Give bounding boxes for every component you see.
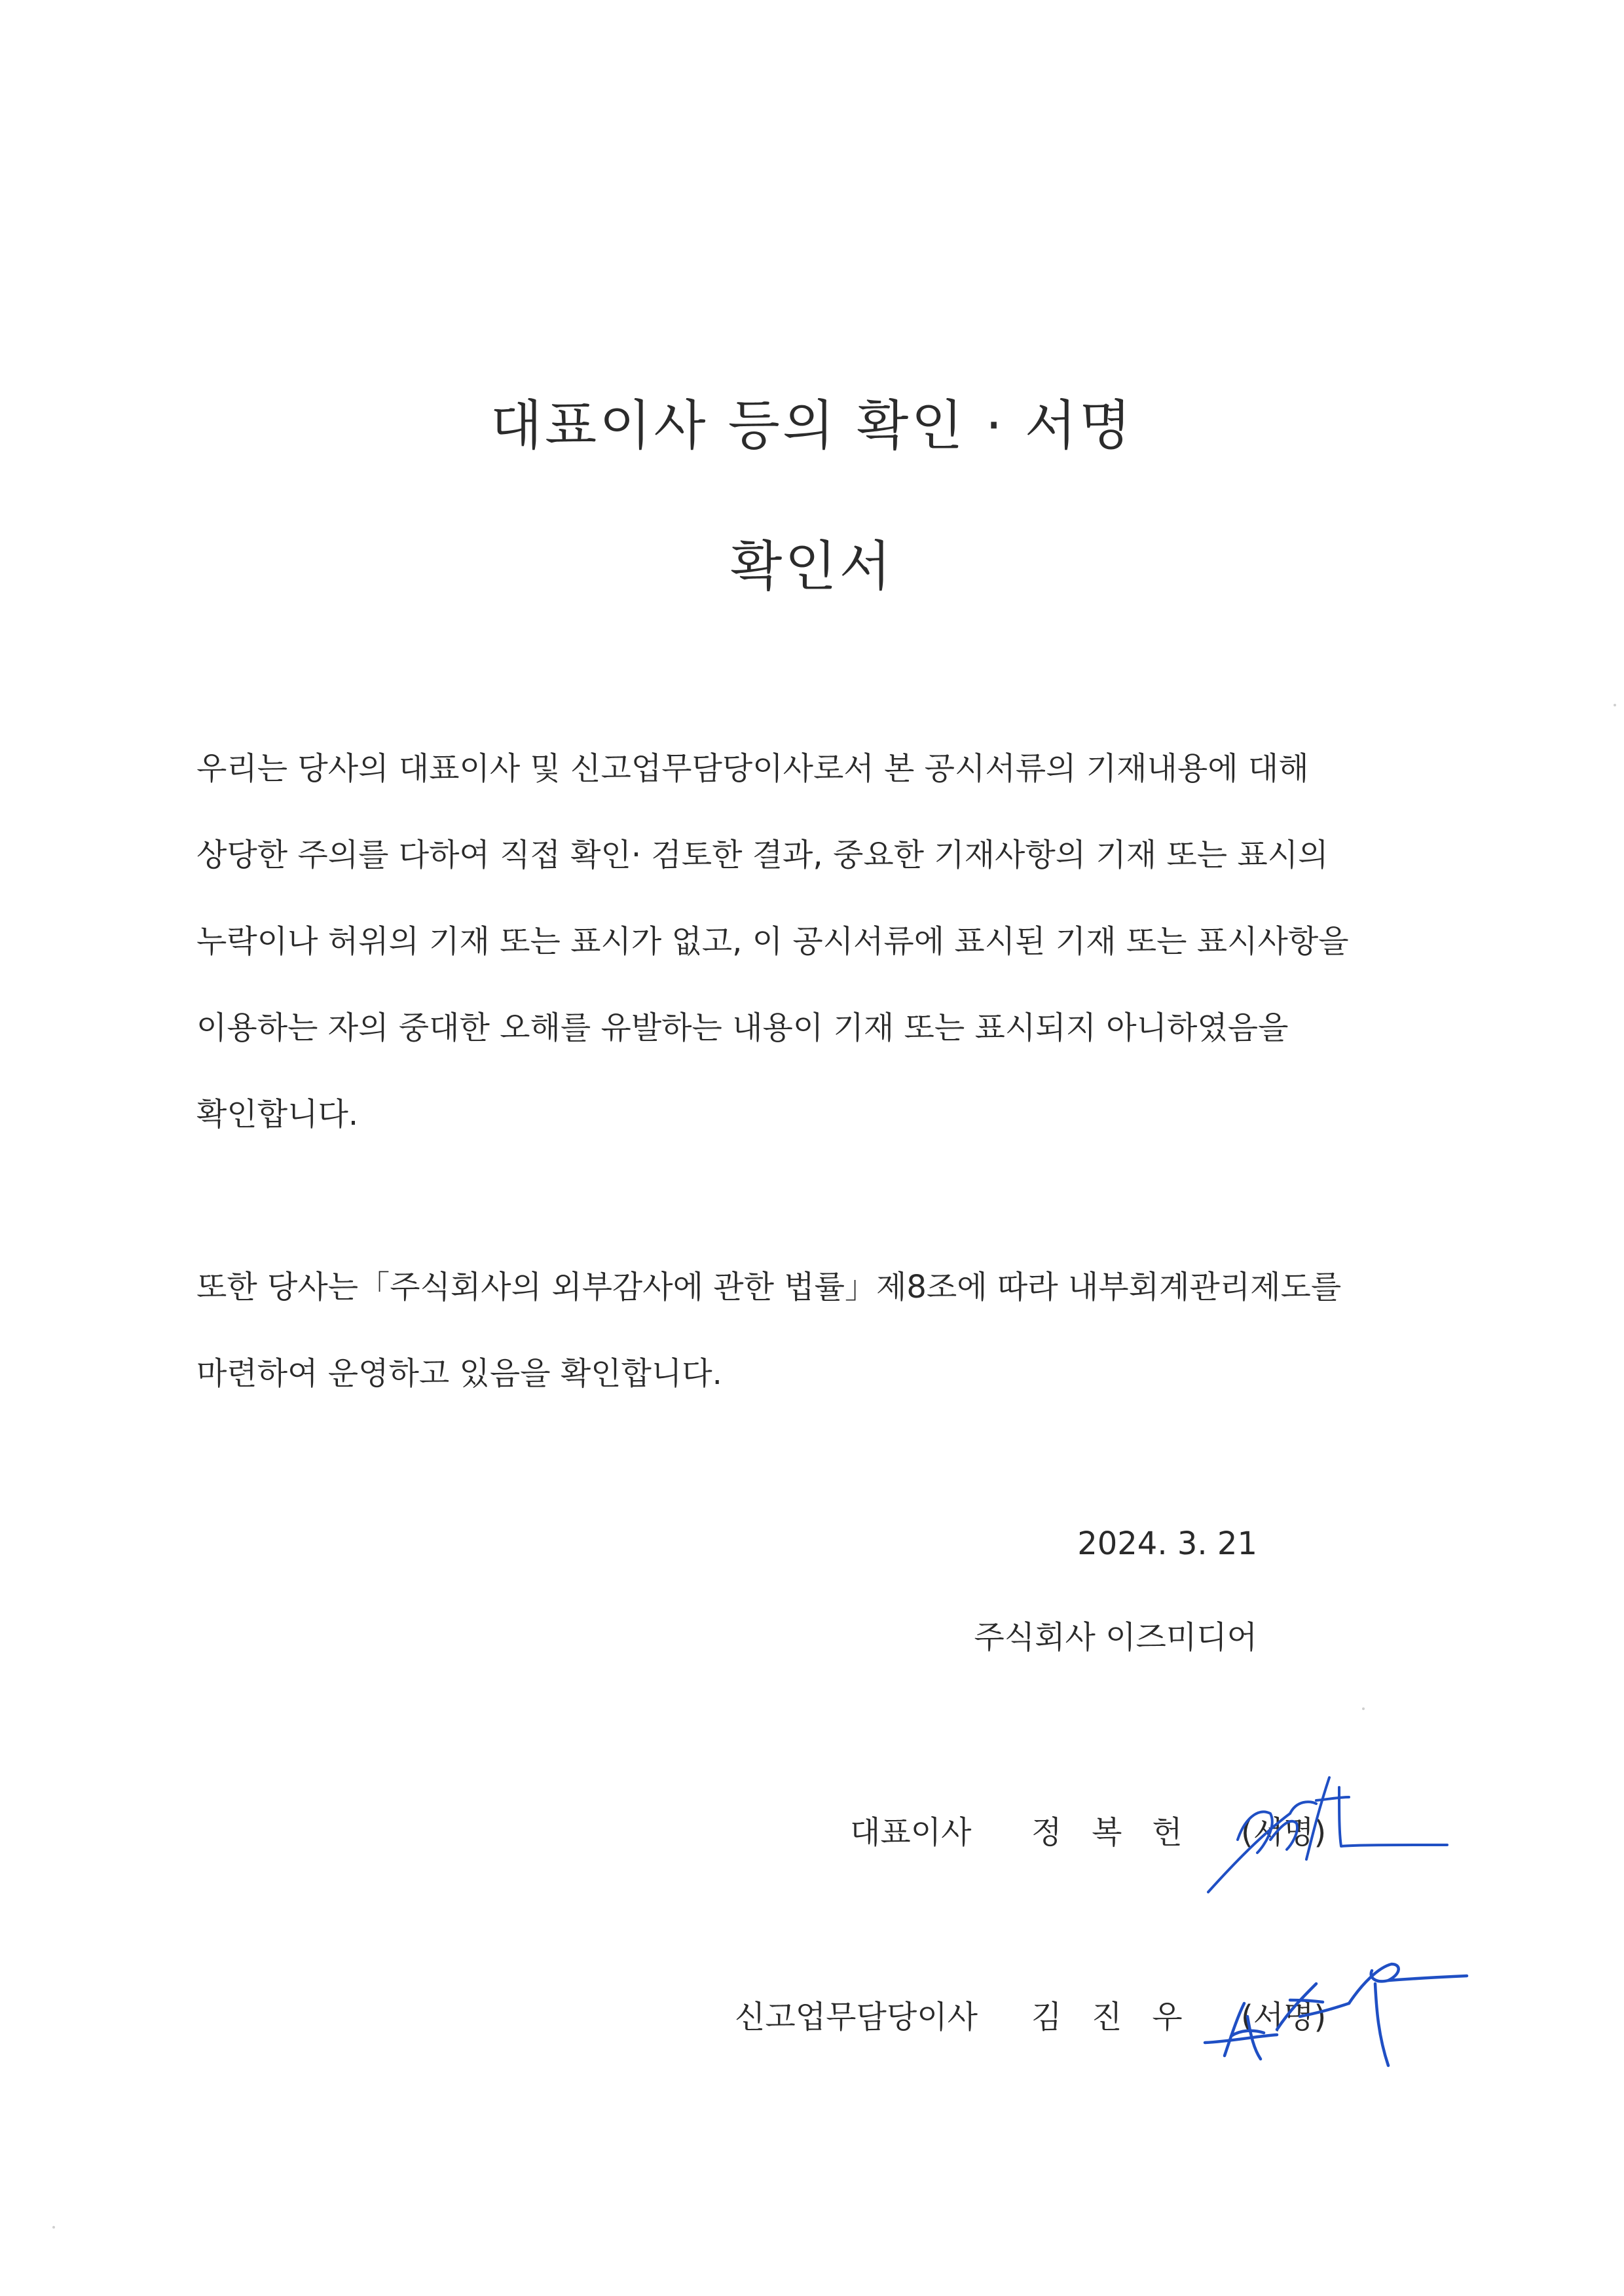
paragraph-line: 우리는 당사의 대표이사 및 신고업무담당이사로서 본 공시서류의 기재내용에 대해 xyxy=(196,750,1309,787)
paragraph-line: 또한 당사는「주식회사의 외부감사에 관한 법률」제8조에 따라 내부회계관리제도를 xyxy=(196,1269,1342,1305)
signer-role: 신고업무담당이사 xyxy=(735,1999,978,2035)
signer-row-ceo xyxy=(850,1807,971,1852)
handwritten-signature-disclosure-officer xyxy=(1192,1938,1480,2095)
handwritten-signature-ceo xyxy=(1198,1761,1460,1899)
document-date: 2024. 3. 21 xyxy=(1077,1525,1257,1562)
paragraph-line: 이용하는 자의 중대한 오해를 유발하는 내용이 기재 또는 표시되지 아니하였음을 xyxy=(196,1010,1289,1046)
document-subtitle: 확인서 xyxy=(730,536,894,598)
paragraph-line: 상당한 주의를 다하여 직접 확인· 검토한 결과, 중요한 기재사항의 기재 또는 표시의 xyxy=(196,837,1329,873)
paragraph-line: 누락이나 허위의 기재 또는 표시가 없고, 이 공시서류에 표시된 기재 또는 표시사항을 xyxy=(196,923,1349,960)
signer-role: 대표이사 xyxy=(850,1814,972,1851)
scan-speck xyxy=(52,2226,55,2229)
signer-name xyxy=(1031,1807,1183,1852)
sign-label-text: (서명) xyxy=(1241,1814,1327,1851)
signer-name xyxy=(1031,1992,1183,2037)
company-name: 주식회사 이즈미디어 xyxy=(974,1619,1257,1656)
sign-label-text: (서명) xyxy=(1241,1999,1327,2035)
paragraph-line: 마련하여 운영하고 있음을 확인합니다. xyxy=(196,1355,722,1392)
document-title: 대표이사 등의 확인 · 서명 xyxy=(490,395,1134,457)
scan-speck xyxy=(1614,704,1616,706)
paragraph-line: 확인합니다. xyxy=(196,1096,359,1133)
signer-name-text: 정 복 헌 xyxy=(1031,1814,1183,1851)
signer-row-disclosure-officer xyxy=(735,1992,978,2037)
scan-speck xyxy=(1362,1707,1365,1710)
signer-name-text: 김 진 우 xyxy=(1031,1999,1183,2035)
